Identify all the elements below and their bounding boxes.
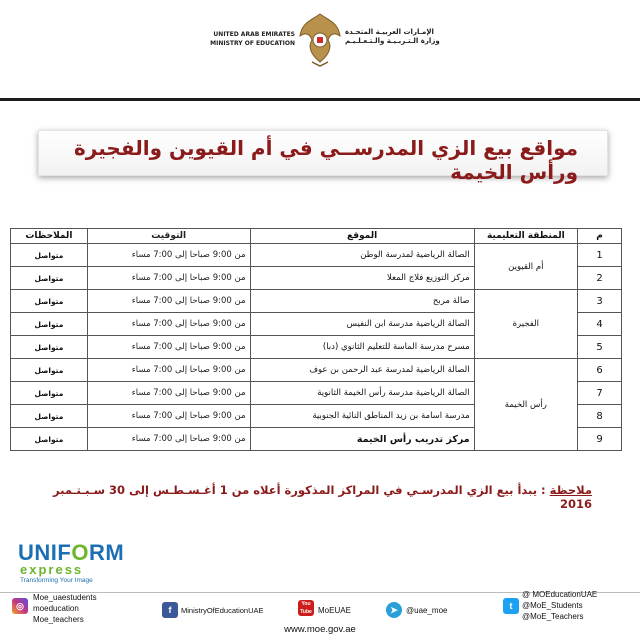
instagram-handle[interactable]: Moe_teachers — [33, 615, 84, 624]
row-num: 5 — [578, 336, 622, 359]
uae-emblem-icon — [298, 10, 342, 68]
twitter-handle[interactable]: @MoE_Teachers — [522, 612, 584, 621]
row-time: من 9:00 صباحا إلى 7:00 مساء — [87, 405, 250, 428]
row-time: من 9:00 صباحا إلى 7:00 مساء — [87, 244, 250, 267]
row-location: مركز تدريب رأس الخيمة — [250, 428, 474, 451]
ministry-name-ar: الإمـارات العربيـة المتحـدة وزارة الـتـربـيـة والـتـعـلـيـم — [345, 28, 440, 45]
telegram-icon[interactable]: ➤ — [386, 602, 402, 618]
row-num: 1 — [578, 244, 622, 267]
youtube-handle[interactable]: MoEUAE — [318, 606, 351, 615]
brand-tagline: Transforming Your Image — [20, 577, 93, 584]
express-wordmark: express — [20, 562, 84, 577]
row-location: مسرح مدرسة الماسة للتعليم الثانوي (دبا) — [250, 336, 474, 359]
row-location: مركز التوزيع فلاج المعلا — [250, 267, 474, 290]
row-time: من 9:00 صباحا إلى 7:00 مساء — [87, 336, 250, 359]
table-header-row — [11, 229, 622, 244]
instagram-icon[interactable]: ◎ — [12, 598, 28, 614]
telegram-handle[interactable]: @uae_moe — [406, 606, 448, 615]
row-time: من 9:00 صباحا إلى 7:00 مساء — [87, 359, 250, 382]
row-location: الصالة الرياضية لمدرسة عبد الرحمن بن عوف — [250, 359, 474, 382]
row-location: مدرسة اسامة بن زيد المناطق النائية الجنوبية — [250, 405, 474, 428]
row-num: 7 — [578, 382, 622, 405]
row-location: الصالة الرياضية لمدرسة الوطن — [250, 244, 474, 267]
header-area: المنطقة التعليمية — [474, 229, 577, 244]
table-row — [11, 244, 622, 267]
page-title: مواقع بيع الزي المدرســي في أم القيوين والفجيرة ورأس الخيمة — [74, 136, 578, 184]
instagram-handle[interactable]: moeducation — [33, 604, 79, 613]
row-num: 4 — [578, 313, 622, 336]
table-row — [11, 290, 622, 313]
twitter-handle[interactable]: @ MOEducationUAE — [522, 590, 598, 599]
row-num: 2 — [578, 267, 622, 290]
note-text: : يبدأ بيع الزي المدرسـي في المراكز المذكورة أعلاه من 1 أغـسـطـس إلى 30 سـبـتـمبر 2016 — [52, 483, 592, 511]
row-notes: متواصل — [11, 405, 88, 428]
header-num: م — [578, 229, 622, 244]
header-location: الموقع — [250, 229, 474, 244]
row-notes: متواصل — [11, 359, 88, 382]
twitter-handles — [522, 589, 597, 622]
instagram-handles — [33, 592, 97, 625]
twitter-icon[interactable]: t — [503, 598, 519, 614]
row-num: 9 — [578, 428, 622, 451]
youtube-icon[interactable]: You Tube — [298, 600, 314, 616]
facebook-icon[interactable]: f — [162, 602, 178, 618]
row-num: 3 — [578, 290, 622, 313]
row-num: 6 — [578, 359, 622, 382]
table-row — [11, 359, 622, 382]
row-time: من 9:00 صباحا إلى 7:00 مساء — [87, 267, 250, 290]
ministry-name-en: UNITED ARAB EMIRATES MINISTRY OF EDUCATION — [210, 31, 295, 47]
row-notes: متواصل — [11, 290, 88, 313]
sale-period-note — [20, 483, 592, 511]
area-fujairah: الفجيرة — [474, 290, 577, 359]
header-notes: الملاحظات — [11, 229, 88, 244]
row-time: من 9:00 صباحا إلى 7:00 مساء — [87, 290, 250, 313]
area-ras-al-khaimah: رأس الخيمة — [474, 359, 577, 451]
note-label: ملاحظة — [549, 483, 592, 497]
row-location: الصالة الرياضية مدرسة ابن النفيس — [250, 313, 474, 336]
uniform-express-logo: UNIFORM — [18, 540, 125, 565]
row-time: من 9:00 صباحا إلى 7:00 مساء — [87, 313, 250, 336]
header-time: التوقيت — [87, 229, 250, 244]
row-location: الصالة الرياضية مدرسة رأس الخيمة الثانوية — [250, 382, 474, 405]
row-notes: متواصل — [11, 382, 88, 405]
twitter-handle[interactable]: @MoE_Students — [522, 601, 583, 610]
facebook-handle[interactable]: MinistryOfEducationUAE — [181, 606, 264, 615]
row-time: من 9:00 صباحا إلى 7:00 مساء — [87, 382, 250, 405]
row-notes: متواصل — [11, 313, 88, 336]
schedule-table — [10, 228, 622, 451]
website-link[interactable]: www.moe.gov.ae — [284, 624, 356, 635]
row-notes: متواصل — [11, 428, 88, 451]
instagram-handle[interactable]: Moe_uaestudents — [33, 593, 97, 602]
row-notes: متواصل — [11, 244, 88, 267]
row-notes: متواصل — [11, 336, 88, 359]
row-time: من 9:00 صباحا إلى 7:00 مساء — [87, 428, 250, 451]
header-divider — [0, 98, 640, 101]
row-notes: متواصل — [11, 267, 88, 290]
area-umm-al-quwain: أم القيوين — [474, 244, 577, 290]
row-num: 8 — [578, 405, 622, 428]
row-location: صالة مربح — [250, 290, 474, 313]
